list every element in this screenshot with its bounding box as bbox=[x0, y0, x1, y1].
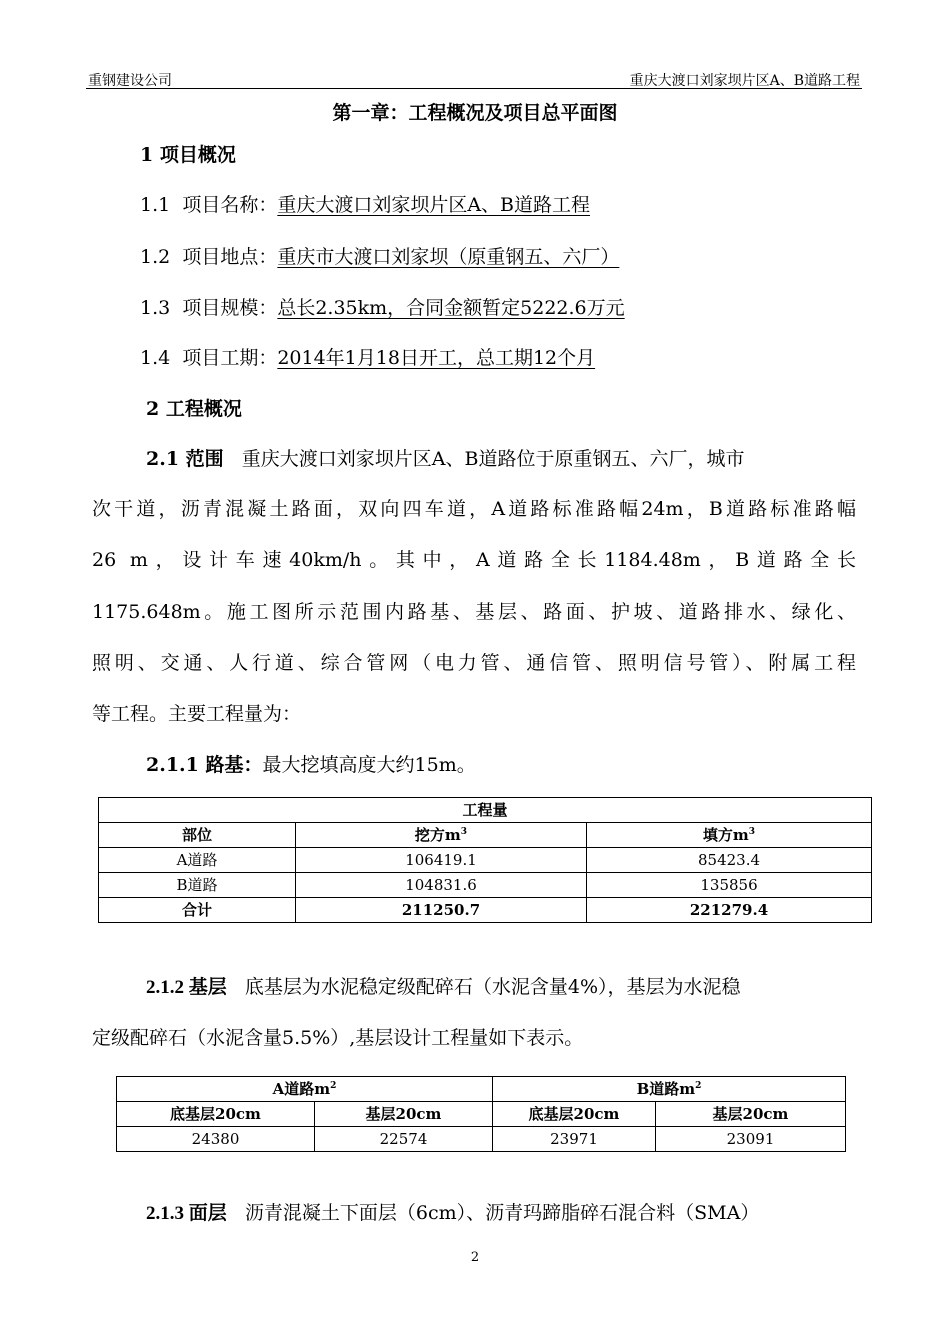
scope-line-5: 照明、交通、人行道、综合管网（电力管、通信管、照明信号管）、附属工程 bbox=[92, 652, 856, 674]
table1-header-fill: 填方$m^3$ bbox=[587, 823, 872, 848]
item-num: 1.3 bbox=[140, 297, 171, 319]
item-num: 1.4 bbox=[140, 347, 171, 369]
surface-text: 沥青混凝土下面层（6cm）、沥青玛蹄脂碎石混合料（SMA） bbox=[244, 1202, 760, 1224]
item-1-3 bbox=[140, 293, 625, 320]
section1-heading: 1 项目概况 bbox=[140, 144, 236, 166]
base-line-1 bbox=[146, 972, 741, 999]
section2-heading: 2 工程概况 bbox=[146, 398, 242, 420]
item-label: 项目名称： bbox=[182, 194, 278, 216]
item-label: 项目地点： bbox=[182, 246, 278, 268]
item-label: 项目工期： bbox=[182, 347, 278, 369]
item-value: 重庆市大渡口刘家坝（原重钢五、六厂） bbox=[277, 246, 620, 268]
scope-label: 2.1 范围 bbox=[146, 448, 224, 470]
earthwork-table bbox=[98, 797, 872, 923]
table-row: A道路 106419.1 85423.4 bbox=[99, 848, 872, 873]
subgrade-text: 最大挖填高度大约15m。 bbox=[262, 754, 476, 776]
table2-group-a: A道路$m^2$ bbox=[117, 1077, 493, 1102]
scope-line-6: 等工程。主要工程量为： bbox=[92, 703, 302, 725]
base-layer-table: A道路$m^2$ B道路$m^2$ 底基层20cm 基层20cm 底基层20cm 基层20cm 24380 22574 23971 23091 bbox=[116, 1076, 846, 1152]
item-1-2 bbox=[140, 242, 619, 269]
item-num: 1.1 bbox=[140, 194, 171, 216]
scope-line-4: 1175.648m。施工图所示范围内路基、基层、路面、护坡、道路排水、绿化、 bbox=[92, 601, 856, 623]
header-rule bbox=[86, 88, 862, 89]
page-number: 2 bbox=[470, 1250, 480, 1265]
scope-text: 重庆大渡口刘家坝片区A、B道路位于原重钢五、六厂，城市 bbox=[241, 448, 745, 470]
base-line-2: 定级配碎石（水泥含量5.5%）,基层设计工程量如下表示。 bbox=[92, 1027, 584, 1049]
item-1-1 bbox=[140, 190, 590, 217]
header-company: 重钢建设公司 bbox=[88, 73, 172, 89]
table1-header-part: 部位 bbox=[99, 823, 296, 848]
subgrade-line bbox=[146, 750, 476, 777]
item-num: 1.2 bbox=[140, 246, 171, 268]
chapter-title: 第一章：工程概况及项目总平面图 bbox=[332, 102, 618, 124]
table1-header-cut: 挖方$m^3$ bbox=[296, 823, 587, 848]
table-total-row: 合计 211250.7 221279.4 bbox=[99, 898, 872, 923]
base-text: 底基层为水泥稳定级配碎石（水泥含量4%），基层为水泥稳 bbox=[244, 976, 741, 998]
scope-line-1 bbox=[146, 444, 744, 471]
subgrade-label: 2.1.1 路基： bbox=[146, 754, 263, 776]
table2-group-b: B道路$m^2$ bbox=[493, 1077, 846, 1102]
item-1-4 bbox=[140, 343, 595, 370]
surface-label: 2.1.3 面层 bbox=[146, 1203, 227, 1224]
scope-line-3: 26 m，设计车速40km/h。其中，A道路全长1184.48m，B道路全长 bbox=[92, 549, 856, 571]
base-label: 2.1.2 基层 bbox=[146, 977, 227, 998]
table1-title: 工程量 bbox=[99, 798, 872, 823]
item-value: 2014年1月18日开工，总工期12个月 bbox=[277, 347, 596, 369]
table-row: B道路 104831.6 135856 bbox=[99, 873, 872, 898]
item-value: 重庆大渡口刘家坝片区A、B道路工程 bbox=[277, 194, 591, 216]
header-project: 重庆大渡口刘家坝片区A、B道路工程 bbox=[629, 73, 860, 89]
scope-line-2: 次干道，沥青混凝土路面，双向四车道，A道路标准路幅24m，B道路标准路幅 bbox=[92, 498, 856, 520]
item-label: 项目规模： bbox=[182, 297, 278, 319]
item-value: 总长2.35km，合同金额暂定5222.6万元 bbox=[277, 297, 625, 319]
surface-line bbox=[146, 1198, 759, 1225]
table-row: 24380 22574 23971 23091 bbox=[117, 1127, 846, 1152]
